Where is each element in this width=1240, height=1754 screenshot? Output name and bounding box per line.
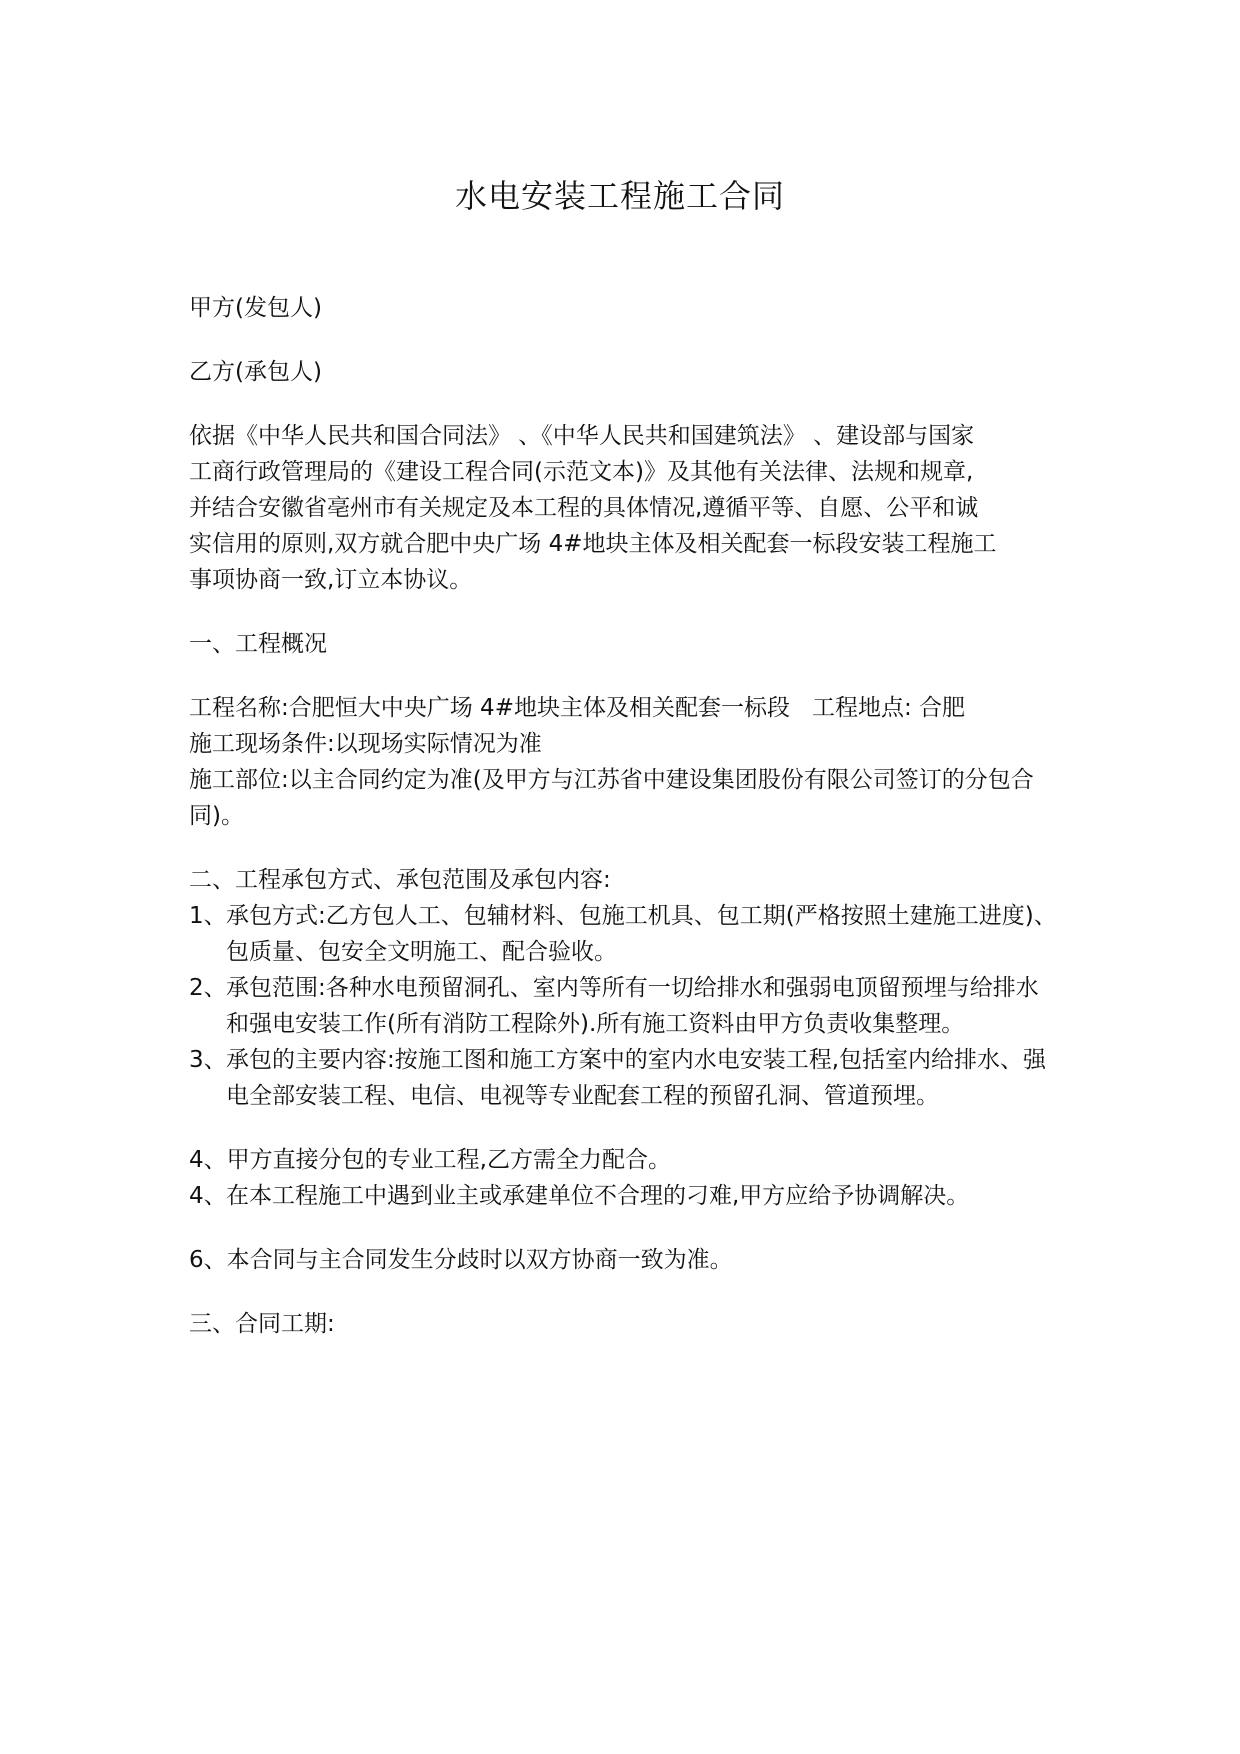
party-b: 乙方(承包人) [189, 359, 322, 385]
site-conditions: 施工现场条件:以现场实际情况为准 [189, 731, 542, 757]
project-name-row [189, 690, 1059, 726]
section-heading: 三、合同工期: [189, 1311, 335, 1337]
clause-text: 承包方式:乙方包人工、包辅材料、包施工机具、包工期(严格按照土建施工进度)、包质量、包安全文明施工、配合验收。 [226, 903, 1057, 965]
preamble-line: 工商行政管理局的《建设工程合同(示范文本)》及其他有关法律、法规和规章, [189, 459, 974, 485]
clause-number: 4、 [189, 1183, 227, 1209]
preamble-line: 事项协商一致,订立本协议。 [189, 567, 473, 593]
document-title: 水电安装工程施工合同 [454, 177, 785, 215]
project-name: 工程名称:合肥恒大中央广场 4#地块主体及相关配套一标段 [189, 695, 790, 721]
clause-item [189, 1042, 1059, 1114]
party-a: 甲方(发包人) [189, 295, 322, 321]
construction-scope: 施工部位:以主合同约定为准(及甲方与江苏省中建设集团股份有限公司签订的分包合同)。 [189, 767, 1034, 829]
section-heading: 一、工程概况 [189, 631, 327, 657]
document-body [189, 290, 1059, 1342]
preamble-line: 依据《中华人民共和国合同法》 、《中华人民共和国建筑法》 、建设部与国家 [189, 423, 975, 449]
clause-item [189, 898, 1059, 970]
project-location: 工程地点: 合肥 [811, 695, 966, 721]
clause-item: 6、本合同与主合同发生分歧时以双方协商一致为准。 [189, 1247, 733, 1273]
section-heading: 二、工程承包方式、承包范围及承包内容: [189, 867, 611, 893]
preamble-line: 实信用的原则,双方就合肥中央广场 4#地块主体及相关配套一标段安装工程施工 [189, 531, 997, 557]
project-overview [189, 690, 1059, 834]
clause-item [189, 1178, 1059, 1214]
clause-number: 2、 [189, 975, 227, 1001]
clause-number: 3、 [189, 1047, 227, 1073]
clause-number: 1、 [189, 903, 227, 929]
clause-text: 承包范围:各种水电预留洞孔、室内等所有一切给排水和强弱电顶留预埋与给排水和强电安装工作(所有消防工程除外).所有施工资料由甲方负责收集整理。 [226, 975, 1039, 1037]
clause-item: 4、甲方直接分包的专业工程,乙方需全力配合。 [189, 1147, 671, 1173]
clause-text: 在本工程施工中遇到业主或承建单位不合理的刁难,甲方应给予协调解决。 [226, 1183, 970, 1209]
preamble [189, 418, 1059, 598]
clause-text: 承包的主要内容:按施工图和施工方案中的室内水电安装工程,包括室内给排水、强电全部安装工程、电信、电视等专业配套工程的预留孔洞、管道预埋。 [226, 1047, 1047, 1109]
clause-item [189, 970, 1059, 1042]
preamble-line: 并结合安徽省亳州市有关规定及本工程的具体情况,遵循平等、自愿、公平和诚 [189, 495, 979, 521]
